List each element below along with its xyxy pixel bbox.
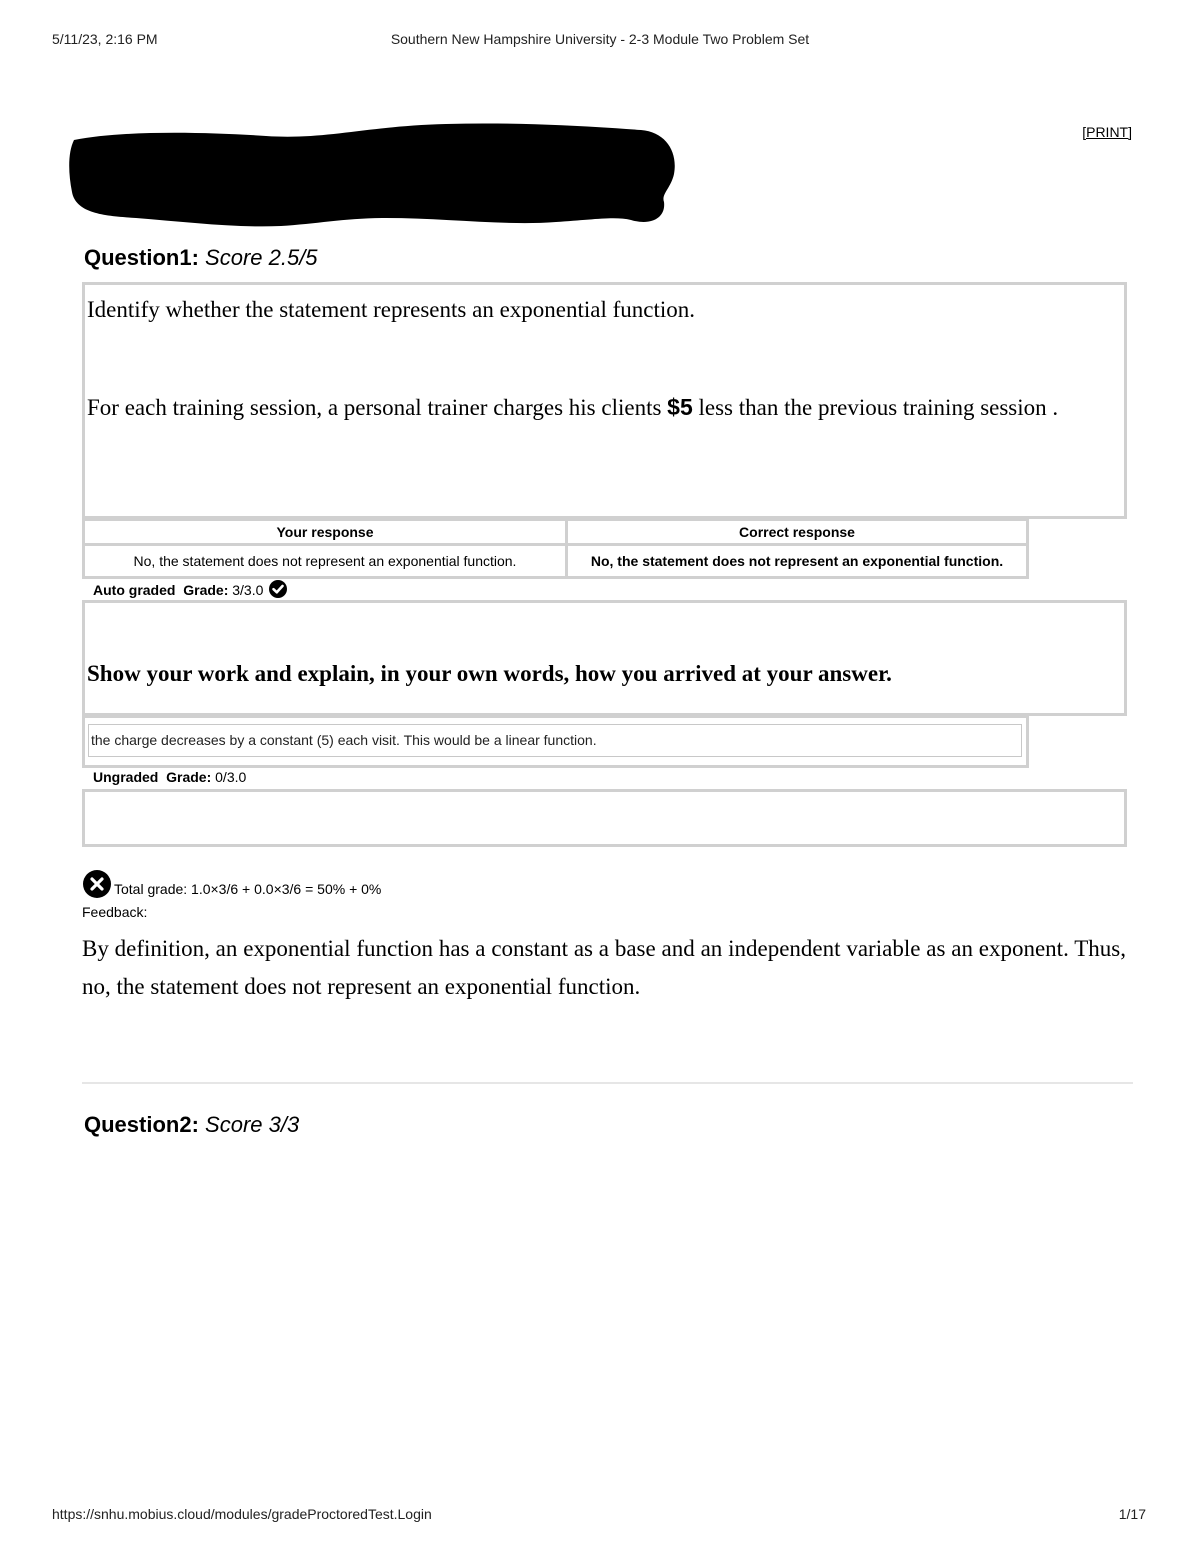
correct-response-header: Correct response — [567, 520, 1028, 545]
your-response-cell: No, the statement does not represent an exponential function. — [84, 545, 567, 578]
grade-value: 3/3.0 — [232, 582, 264, 598]
footer-url: https://snhu.mobius.cloud/modules/gradeProctoredTest.Login — [52, 1506, 432, 1522]
grade-type: Auto graded — [93, 582, 176, 598]
footer-page-number: 1/17 — [1118, 1506, 1146, 1522]
question-2-header — [84, 1112, 299, 1138]
feedback-text: By definition, an exponential function has a constant as a base and an independent variable as an exponent. Thus, no, the statement does not represent an exponential function. — [82, 936, 1126, 999]
question-1-label: Question1: — [84, 245, 199, 270]
grade-value: 0/3.0 — [215, 769, 247, 785]
redaction-mark — [66, 122, 680, 234]
statement-text-after: less than the previous training session . — [692, 395, 1059, 420]
question-divider — [82, 1082, 1133, 1084]
grade-label: Grade: — [183, 582, 229, 598]
show-work-box — [82, 600, 1127, 716]
auto-grade-line — [93, 580, 287, 598]
check-circle-icon — [269, 580, 287, 598]
question-2-label: Question2: — [84, 1112, 199, 1137]
total-grade: Total grade: 1.0×3/6 + 0.0×3/6 = 50% + 0% — [114, 881, 382, 897]
show-work-prompt: Show your work and explain, in your own words, how you arrived at your answer. — [87, 661, 892, 686]
print-link[interactable]: [PRINT] — [1082, 124, 1132, 140]
grade-type: Ungraded — [93, 769, 159, 785]
question-2-score: Score 3/3 — [205, 1112, 300, 1137]
print-date: 5/11/23, 2:16 PM — [52, 31, 158, 47]
question-1-header — [84, 245, 318, 271]
question-1-statement — [87, 389, 1123, 426]
your-response-header: Your response — [84, 520, 567, 545]
response-table — [82, 518, 1029, 579]
grade-label: Grade: — [166, 769, 212, 785]
statement-text-before: For each training session, a personal trainer charges his clients — [87, 395, 668, 420]
ungraded-grade-line — [93, 769, 246, 785]
question-1-prompt: Identify whether the statement represents an exponential function. — [87, 297, 696, 322]
question-1-score: Score 2.5/5 — [205, 245, 318, 270]
student-answer-box — [82, 715, 1029, 768]
x-circle-icon — [83, 870, 111, 898]
print-page-title: Southern New Hampshire University - 2-3 Module Two Problem Set — [390, 31, 810, 47]
empty-response-box — [82, 789, 1127, 847]
question-1-prompt-box — [82, 282, 1127, 519]
student-answer-text: the charge decreases by a constant (5) each visit. This would be a linear function. — [88, 724, 1022, 757]
correct-response-cell: No, the statement does not represent an exponential function. — [567, 545, 1028, 578]
feedback-label: Feedback: — [82, 904, 148, 920]
statement-amount: $5 — [667, 394, 693, 420]
